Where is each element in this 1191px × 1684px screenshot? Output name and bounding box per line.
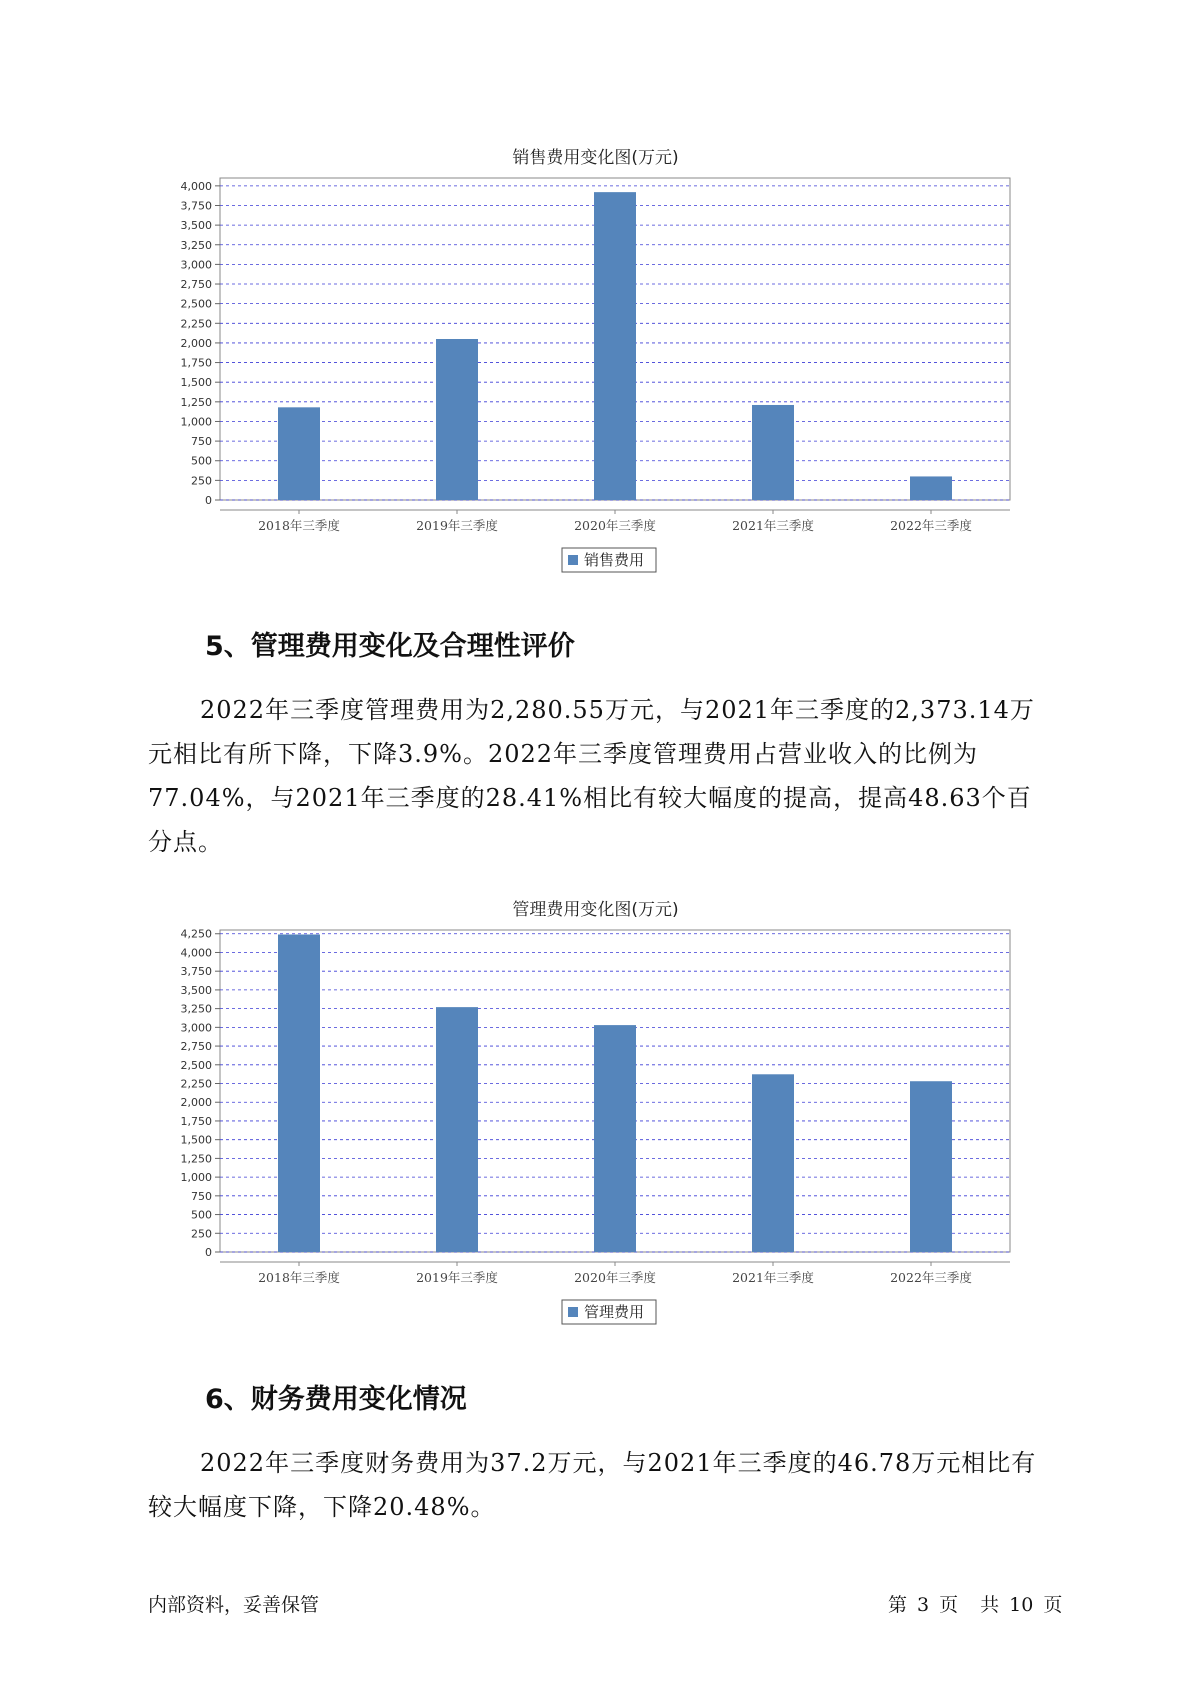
y-tick-label: 2,750: [180, 1040, 212, 1054]
y-tick-label: 3,500: [180, 219, 212, 233]
y-tick-label: 1,250: [180, 395, 212, 409]
bar: [910, 1081, 952, 1252]
y-tick-label: 1,000: [180, 415, 212, 429]
y-tick-label: 2,500: [180, 297, 212, 311]
legend-label: 管理费用: [584, 1303, 645, 1321]
total-prefix: 共: [980, 1594, 1000, 1616]
y-tick-label: 1,750: [180, 356, 212, 370]
y-tick-label: 1,500: [180, 1133, 212, 1147]
x-tick-label: 2018年三季度: [258, 1270, 340, 1285]
y-tick-label: 2,000: [180, 1096, 212, 1110]
legend-label: 销售费用: [584, 551, 645, 569]
section6-paragraph: 2022年三季度财务费用为37.2万元，与2021年三季度的46.78万元相比有较大幅度下降，下降20.48%。: [148, 1449, 1037, 1521]
x-tick-label: 2021年三季度: [732, 518, 814, 533]
chart-title-admin: 管理费用变化图(万元): [512, 900, 679, 920]
admin-expense-chart: [0, 922, 1191, 1362]
total-unit: 页: [1043, 1594, 1063, 1616]
x-tick-label: 2019年三季度: [416, 1270, 498, 1285]
sales-expense-chart: [0, 170, 1191, 610]
y-tick-label: 4,000: [180, 179, 212, 193]
bar: [436, 339, 478, 500]
bar: [436, 1007, 478, 1252]
y-tick-label: 500: [191, 454, 212, 468]
x-tick-label: 2021年三季度: [732, 1270, 814, 1285]
x-tick-label: 2018年三季度: [258, 518, 340, 533]
y-tick-label: 2,750: [180, 278, 212, 292]
y-tick-label: 500: [191, 1208, 212, 1222]
y-tick-label: 2,250: [180, 317, 212, 331]
page-unit: 页: [939, 1594, 959, 1616]
bar: [278, 934, 320, 1252]
x-tick-label: 2019年三季度: [416, 518, 498, 533]
y-tick-label: 3,000: [180, 258, 212, 272]
total-pages: 10: [1009, 1594, 1034, 1616]
y-tick-label: 4,000: [180, 946, 212, 960]
y-tick-label: 3,750: [180, 965, 212, 979]
y-tick-label: 1,750: [180, 1114, 212, 1128]
legend-swatch: [568, 1307, 578, 1317]
y-tick-label: 3,500: [180, 983, 212, 997]
y-tick-label: 4,250: [180, 927, 212, 941]
x-tick-label: 2022年三季度: [890, 1270, 972, 1285]
legend-swatch: [568, 555, 578, 565]
y-tick-label: 250: [191, 474, 212, 488]
x-tick-label: 2020年三季度: [574, 1270, 656, 1285]
page-number: 3: [917, 1594, 930, 1616]
bar: [910, 476, 952, 500]
bar: [752, 1074, 794, 1252]
section5-heading: 5、管理费用变化及合理性评价: [205, 631, 575, 662]
y-tick-label: 750: [191, 1189, 212, 1203]
y-tick-label: 250: [191, 1227, 212, 1241]
y-tick-label: 1,000: [180, 1171, 212, 1185]
y-tick-label: 1,250: [180, 1152, 212, 1166]
x-tick-label: 2020年三季度: [574, 518, 656, 533]
y-tick-label: 750: [191, 435, 212, 449]
y-tick-label: 1,500: [180, 376, 212, 390]
y-tick-label: 2,250: [180, 1077, 212, 1091]
bar: [752, 405, 794, 500]
x-tick-label: 2022年三季度: [890, 518, 972, 533]
section6-heading: 6、财务费用变化情况: [205, 1384, 467, 1415]
y-tick-label: 3,000: [180, 1021, 212, 1035]
footer-confidential-note: 内部资料，妥善保管: [148, 1594, 320, 1616]
y-tick-label: 3,250: [180, 238, 212, 252]
footer-page-indicator: [888, 1590, 1072, 1617]
bar: [594, 192, 636, 500]
y-tick-label: 2,000: [180, 336, 212, 350]
y-tick-label: 3,750: [180, 199, 212, 213]
page-prefix: 第: [888, 1594, 908, 1616]
chart-title-sales: 销售费用变化图(万元): [512, 148, 679, 168]
y-tick-label: 0: [205, 494, 212, 507]
bar: [278, 407, 320, 500]
section5-paragraph: 2022年三季度管理费用为2,280.55万元，与2021年三季度的2,373.14万元相比有所下降，下降3.9%。2022年三季度管理费用占营业收入的比例为77.04%，与2021年三季度的28.41%相比有较大幅度的提高，提高48.63个百分点。: [148, 696, 1035, 856]
y-tick-label: 3,250: [180, 1002, 212, 1016]
bar: [594, 1025, 636, 1252]
y-tick-label: 2,500: [180, 1058, 212, 1072]
y-tick-label: 0: [205, 1246, 212, 1259]
